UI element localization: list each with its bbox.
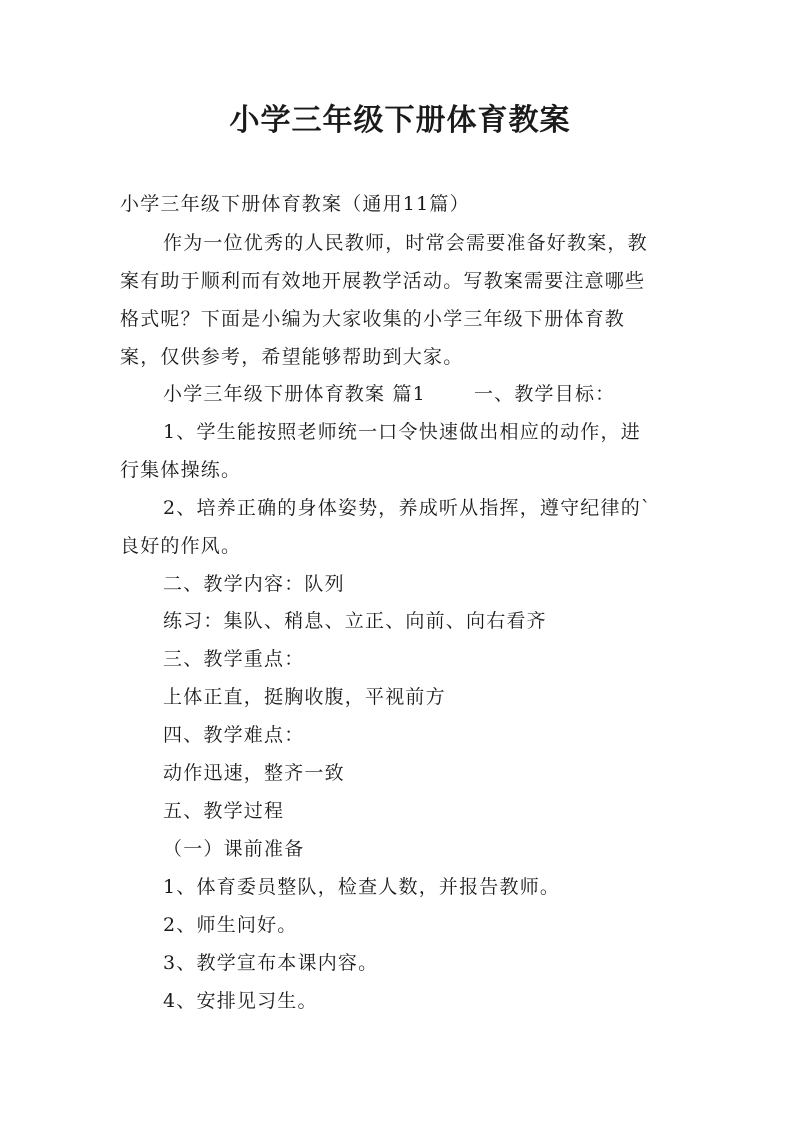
intro-line-1: 作为一位优秀的人民教师，时常会需要准备好教案，教 [163, 232, 648, 254]
preparation-step-2: 2、师生问好。 [163, 914, 298, 936]
keypoint-heading: 三、教学重点： [163, 648, 305, 670]
keypoint-text: 上体正直，挺胸收腹，平视前方 [163, 686, 446, 708]
preparation-step-3: 3、教学宣布本课内容。 [163, 952, 379, 974]
process-heading: 五、教学过程 [163, 800, 285, 822]
section-heading-title: 小学三年级下册体育教案 篇1 [163, 383, 426, 405]
intro-line-4: 案，仅供参考，希望能够帮助到大家。 [120, 346, 464, 368]
difficulty-heading: 四、教学难点： [163, 724, 305, 746]
goal-1-line-1: 1、学生能按照老师统一口令快速做出相应的动作，进 [163, 421, 641, 443]
section-heading [163, 380, 615, 408]
intro-line-3: 格式呢？下面是小编为大家收集的小学三年级下册体育教 [120, 308, 626, 330]
content-practice: 练习：集队、稍息、立正、向前、向右看齐 [163, 610, 547, 632]
goal-2-line-1: 2、培养正确的身体姿势，养成听从指挥，遵守纪律的` [163, 497, 652, 519]
goal-1-line-2: 行集体操练。 [120, 459, 242, 481]
difficulty-text: 动作迅速，整齐一致 [163, 762, 345, 784]
preparation-heading: （一）课前准备 [163, 838, 305, 860]
content-heading: 二、教学内容：队列 [163, 573, 345, 595]
preparation-step-1: 1、体育委员整队，检查人数，并报告教师。 [163, 876, 561, 898]
subtitle-line: 小学三年级下册体育教案（通用11篇） [120, 193, 470, 215]
section-heading-goal: 一、教学目标： [473, 383, 616, 405]
goal-2-line-2: 良好的作风。 [120, 535, 242, 557]
preparation-step-4: 4、安排见习生。 [163, 990, 318, 1012]
document-title: 小学三年级下册体育教案 [229, 103, 571, 138]
intro-line-2: 案有助于顺利而有效地开展教学活动。写教案需要注意哪些 [120, 270, 646, 292]
